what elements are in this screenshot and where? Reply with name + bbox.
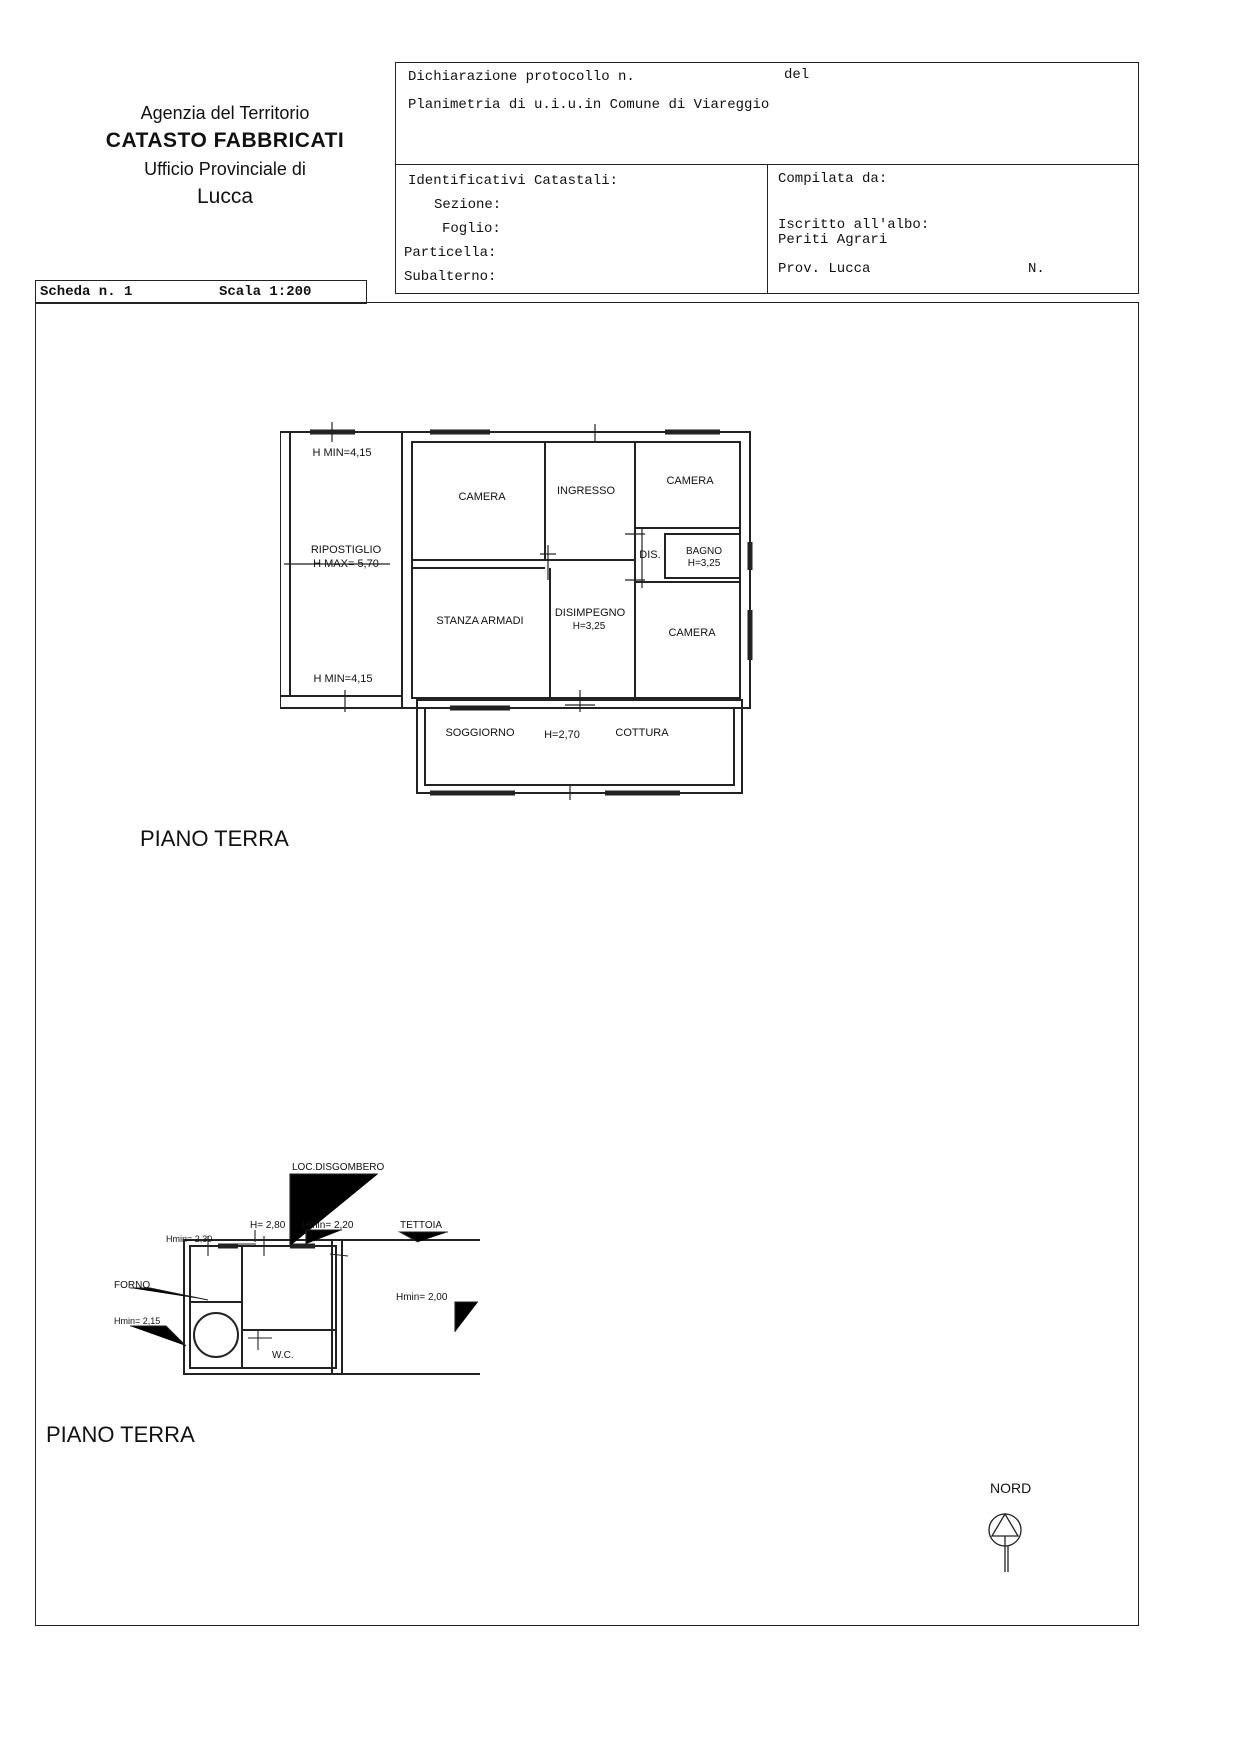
scheda-label: Scheda n. 1 (40, 284, 133, 300)
soggiorno-label: SOGGIORNO (445, 727, 515, 739)
iscritto-label: Iscritto all'albo: (778, 217, 930, 233)
floor-label-1: PIANO TERRA (140, 826, 289, 851)
declaration-box (395, 62, 1139, 294)
annex-main-walls (184, 1240, 342, 1374)
annex-hmin-215: Hmin= 2,15 (114, 1316, 161, 1326)
annex-hmin-200: Hmin= 2,00 (396, 1292, 448, 1303)
planimetry-label: Planimetria di u.i.u.in Comune di Viareggio (408, 97, 770, 113)
floor-plan-annex (100, 1150, 480, 1390)
compiler-info (768, 165, 1138, 293)
forno-oven (194, 1313, 238, 1357)
camera-3-label: CAMERA (668, 627, 716, 639)
camera-1-label: CAMERA (458, 491, 506, 503)
scale-label: Scala 1:200 (219, 284, 312, 300)
ripostiglio-hmin-top: H MIN=4,15 (312, 447, 372, 459)
ripostiglio-label: RIPOSTIGLIO (310, 544, 382, 556)
del-label: del (784, 67, 810, 83)
agency-name: Agenzia del Territorio (140, 103, 310, 123)
soggiorno-height: H=2,70 (544, 729, 580, 741)
soggiorno-room (417, 700, 742, 793)
bagno-height: H=3,25 (687, 558, 721, 569)
particella-label: Particella: (404, 245, 497, 261)
tettoia-label: TETTOIA (400, 1220, 443, 1231)
loc-disgombero-label: LOC.DISGOMBERO (292, 1162, 385, 1173)
cottura-label: COTTURA (615, 727, 669, 739)
annex-hmin-230: Hmin= 2,30 (166, 1234, 213, 1244)
floor-label-2: PIANO TERRA (46, 1422, 195, 1447)
compass-label: NORD (990, 1480, 1032, 1496)
disimpegno-label: DISIMPEGNO (554, 607, 626, 619)
cadastral-identifiers (396, 165, 768, 293)
main-block-walls (402, 432, 750, 708)
office-city: Lucca (196, 185, 254, 208)
catasto-title: CATASTO FABBRICATI (105, 129, 345, 152)
ripostiglio-hmax: H MAX= 5,70 (313, 558, 379, 570)
declaration-header-row (396, 63, 1138, 165)
annex-hmin-220: Hmin= 2,20 (302, 1220, 354, 1231)
annex-h-280: H= 2,80 (250, 1220, 286, 1231)
identifiers-label: Identificativi Catastali: (408, 173, 619, 189)
prov-label: Prov. Lucca (778, 261, 871, 277)
floor-plan-main (280, 420, 760, 800)
foglio-label: Foglio: (442, 221, 501, 237)
dis-label: DIS. (639, 549, 661, 561)
camera-2-label: CAMERA (666, 475, 714, 487)
wc-label: W.C. (272, 1350, 294, 1361)
compilata-label: Compilata da: (778, 171, 888, 187)
albo-value: Periti Agrari (778, 232, 888, 248)
bagno-label: BAGNO (685, 546, 723, 557)
disimpegno-height: H=3,25 (572, 621, 606, 632)
n-label: N. (1028, 261, 1045, 277)
agency-header (80, 100, 370, 212)
ingresso-label: INGRESSO (556, 485, 616, 497)
north-arrow-icon (984, 1510, 1026, 1574)
sezione-label: Sezione: (434, 197, 502, 213)
protocol-label: Dichiarazione protocollo n. (408, 69, 635, 85)
stanza-armadi-label: STANZA ARMADI (436, 615, 524, 627)
scheda-box (35, 280, 367, 304)
subalterno-label: Subalterno: (404, 269, 497, 285)
ripostiglio-hmin-bottom: H MIN=4,15 (313, 673, 373, 685)
forno-label: FORNO (114, 1280, 151, 1291)
office-label: Ufficio Provinciale di (144, 159, 306, 179)
